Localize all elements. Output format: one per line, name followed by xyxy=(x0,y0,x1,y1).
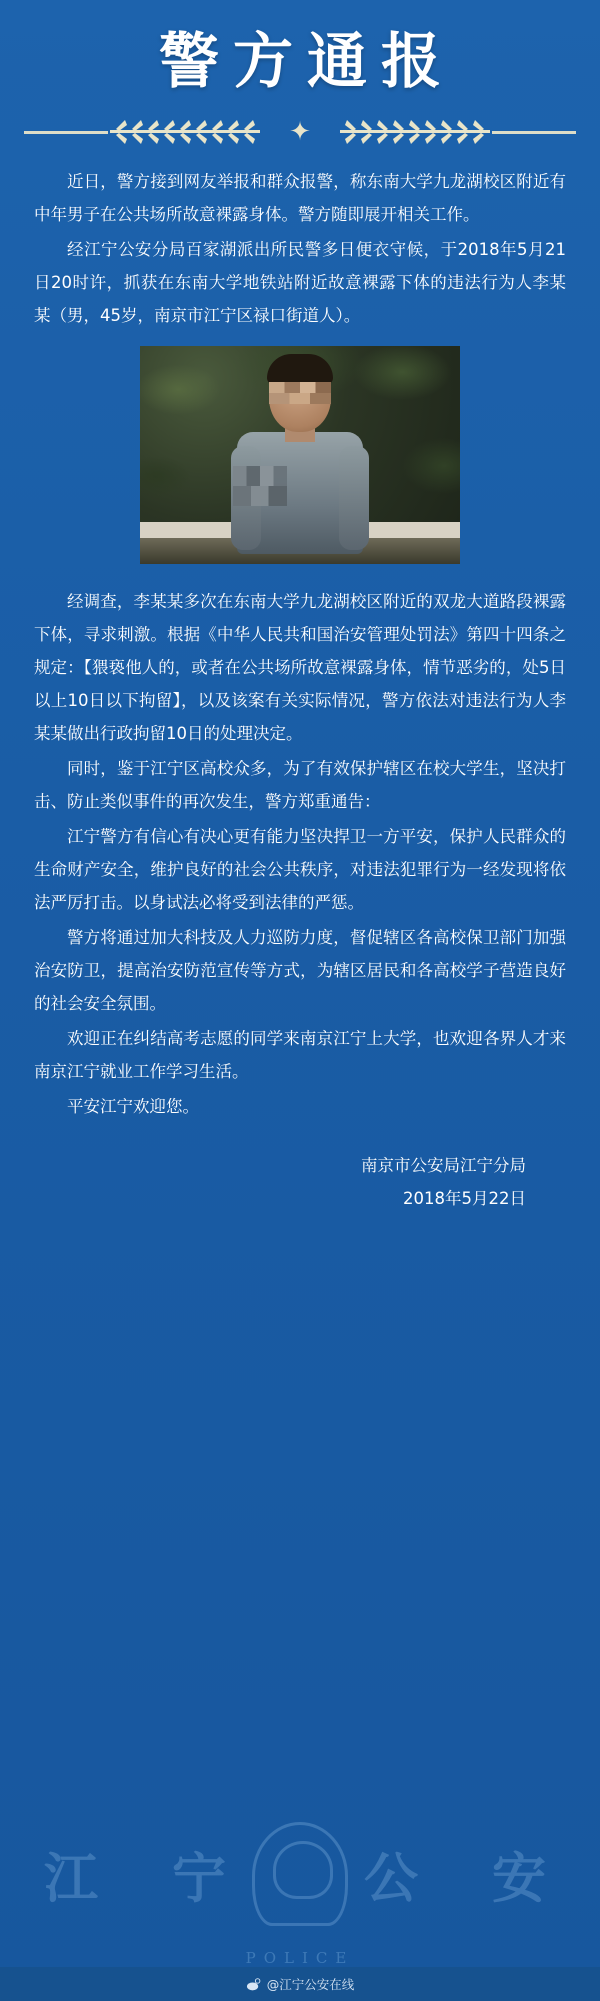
watermark-text-right: 公 安 xyxy=(364,1845,556,1910)
badge-shield xyxy=(252,1822,348,1926)
signature-date: 2018年5月22日 xyxy=(403,1189,526,1208)
signature-organization: 南京市公安局江宁分局 xyxy=(361,1156,526,1175)
footer-bar xyxy=(0,1967,600,2001)
wheat-right-icon xyxy=(340,115,490,149)
paragraph: 警方将通过加大科技及人力巡防力度，督促辖区各高校保卫部门加强治安防卫，提高治安防范宣传等方式，为辖区居民和各高校学子营造良好的社会安全氛围。 xyxy=(34,928,566,1013)
watermark-subtitle: POLICE xyxy=(245,1949,355,1967)
watermark-text-left: 江 宁 xyxy=(44,1845,236,1910)
paragraph: 平安江宁欢迎您。 xyxy=(67,1097,199,1116)
suspect-photo-container xyxy=(34,346,566,575)
signature-block xyxy=(34,1149,566,1215)
divider-line-right xyxy=(492,131,576,134)
page-title: 警方通报 xyxy=(159,27,455,97)
wheat-left-icon xyxy=(110,115,260,149)
divider-ornament xyxy=(24,109,576,155)
person-hair xyxy=(267,354,333,384)
paragraph: 经江宁公安分局百家湖派出所民警多日便衣守候，于2018年5月21日20时许，抓获在东南大学地铁站附近故意裸露下体的违法行为人李某某（男，45岁，南京市江宁区禄口街道人）。 xyxy=(34,240,566,325)
announcement-body xyxy=(0,159,600,1215)
footer-account[interactable]: @江宁公安在线 xyxy=(266,1977,355,1992)
suspect-photo xyxy=(140,346,460,564)
badge-inner xyxy=(273,1841,333,1899)
photo-person xyxy=(231,368,369,554)
police-watermark xyxy=(0,1799,600,1949)
police-badge-icon xyxy=(252,1822,348,1926)
body-mosaic-censor xyxy=(233,466,287,506)
weibo-icon xyxy=(246,1977,261,1992)
paragraph: 江宁警方有信心有决心更有能力坚决捍卫一方平安，保护人民群众的生命财产安全，维护良好的社会公共秩序，对违法犯罪行为一经发现将依法严厉打击。以身试法必将受到法律的严惩。 xyxy=(34,827,566,912)
star-icon: ✦ xyxy=(289,117,311,147)
paragraph: 近日，警方接到网友举报和群众报警，称东南大学九龙湖校区附近有中年男子在公共场所故意裸露身体。警方随即展开相关工作。 xyxy=(34,172,566,224)
person-arm-right xyxy=(339,446,369,550)
poster-header xyxy=(0,0,600,97)
paragraph: 经调查，李某某多次在东南大学九龙湖校区附近的双龙大道路段裸露下体，寻求刺激。根据《中华人民共和国治安管理处罚法》第四十四条之规定：【猥亵他人的，或者在公共场所故意裸露身体，情节恶劣的，处5日以上10日以下拘留】，以及该案有关实际情况，警方依法对违法行为人李某某做出行政拘留10日的处理决定。 xyxy=(34,592,566,743)
face-mosaic-censor xyxy=(269,382,331,404)
paragraph: 欢迎正在纠结高考志愿的同学来南京江宁上大学，也欢迎各界人才来南京江宁就业工作学习生活。 xyxy=(34,1029,566,1081)
paragraph: 同时，鉴于江宁区高校众多，为了有效保护辖区在校大学生，坚决打击、防止类似事件的再次发生，警方郑重通告： xyxy=(34,759,566,811)
divider-line-left xyxy=(24,131,108,134)
